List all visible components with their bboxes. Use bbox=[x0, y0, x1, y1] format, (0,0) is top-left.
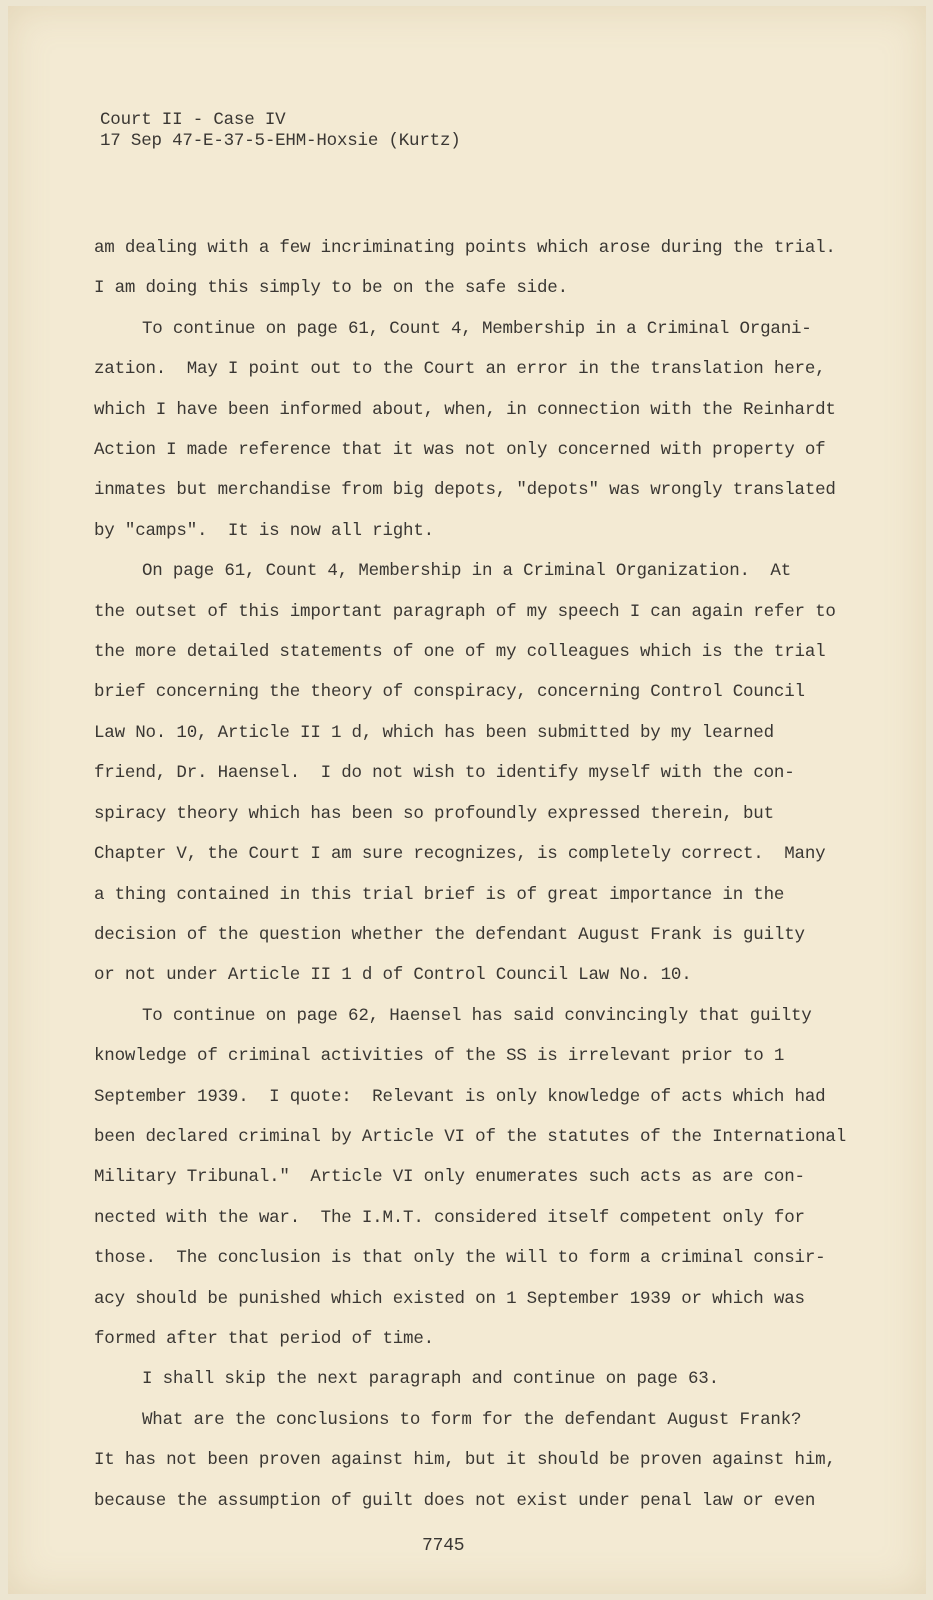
text-line: knowledge of criminal activities of the SS is irrelevant prior to 1 bbox=[94, 1046, 785, 1067]
text-line: friend, Dr. Haensel. I do not wish to identify myself with the con- bbox=[94, 763, 795, 784]
text-line: Chapter V, the Court I am sure recognizes, is completely correct. Many bbox=[94, 844, 826, 865]
paragraph bbox=[94, 551, 894, 995]
text-line: been declared criminal by Article VI of the statutes of the International bbox=[94, 1126, 847, 1147]
text-line: the outset of this important paragraph of my speech I can again refer to bbox=[94, 601, 836, 622]
text-line: Action I made reference that it was not only concerned with property of bbox=[94, 440, 826, 461]
text-line: am dealing with a few incriminating points which arose during the trial. bbox=[94, 238, 836, 258]
text-line: inmates but merchandise from big depots, "depots" was wrongly translated bbox=[94, 480, 836, 501]
paragraph bbox=[94, 1400, 894, 1521]
text-line: by "camps". It is now all right. bbox=[94, 520, 434, 541]
text-line: zation. May I point out to the Court an error in the translation here, bbox=[94, 359, 826, 380]
text-line: I am doing this simply to be on the safe side. bbox=[94, 278, 568, 299]
text-line: What are the conclusions to form for the defendant August Frank? bbox=[142, 1409, 802, 1430]
text-line: decision of the question whether the defendant August Frank is guilty bbox=[94, 924, 805, 945]
page-number: 7745 bbox=[422, 1536, 465, 1556]
text-line: I shall skip the next paragraph and continue on page 63. bbox=[142, 1369, 719, 1390]
text-line: a thing contained in this trial brief is of great importance in the bbox=[94, 884, 785, 905]
paragraph bbox=[94, 1359, 894, 1399]
text-line: formed after that period of time. bbox=[94, 1328, 434, 1349]
document-header bbox=[100, 110, 461, 152]
text-line: which I have been informed about, when, in connection with the Reinhardt bbox=[94, 399, 836, 420]
paragraph bbox=[94, 228, 894, 309]
text-line: spiracy theory which has been so profoundly expressed therein, but bbox=[94, 803, 774, 824]
text-line: Law No. 10, Article II 1 d, which has been submitted by my learned bbox=[94, 722, 774, 743]
text-line: To continue on page 62, Haensel has said convincingly that guilty bbox=[142, 1005, 812, 1026]
document-page bbox=[8, 6, 926, 1594]
text-line: the more detailed statements of one of my colleagues which is the trial bbox=[94, 642, 826, 663]
text-line: To continue on page 61, Count 4, Membership in a Criminal Organi- bbox=[142, 318, 812, 339]
text-line: those. The conclusion is that only the will to form a criminal consir- bbox=[94, 1248, 826, 1269]
paragraph bbox=[94, 996, 894, 1360]
text-line: or not under Article II 1 d of Control Council Law No. 10. bbox=[94, 965, 692, 986]
text-line: It has not been proven against him, but it should be proven against him, bbox=[94, 1450, 836, 1471]
text-line: brief concerning the theory of conspiracy, concerning Control Council bbox=[94, 682, 805, 703]
header-case: Court II - Case IV bbox=[100, 110, 286, 130]
text-line: On page 61, Count 4, Membership in a Criminal Organization. At bbox=[142, 561, 792, 582]
header-reference: 17 Sep 47-E-37-5-EHM-Hoxsie (Kurtz) bbox=[100, 131, 461, 151]
text-line: because the assumption of guilt does not exist under penal law or even bbox=[94, 1490, 816, 1511]
text-line: Military Tribunal." Article VI only enumerates such acts as are con- bbox=[94, 1167, 805, 1188]
document-body bbox=[94, 228, 894, 1521]
text-line: acy should be punished which existed on 1 September 1939 or which was bbox=[94, 1288, 805, 1309]
text-line: September 1939. I quote: Relevant is only knowledge of acts which had bbox=[94, 1086, 826, 1107]
text-line: nected with the war. The I.M.T. considered itself competent only for bbox=[94, 1207, 805, 1228]
paragraph bbox=[94, 309, 894, 551]
